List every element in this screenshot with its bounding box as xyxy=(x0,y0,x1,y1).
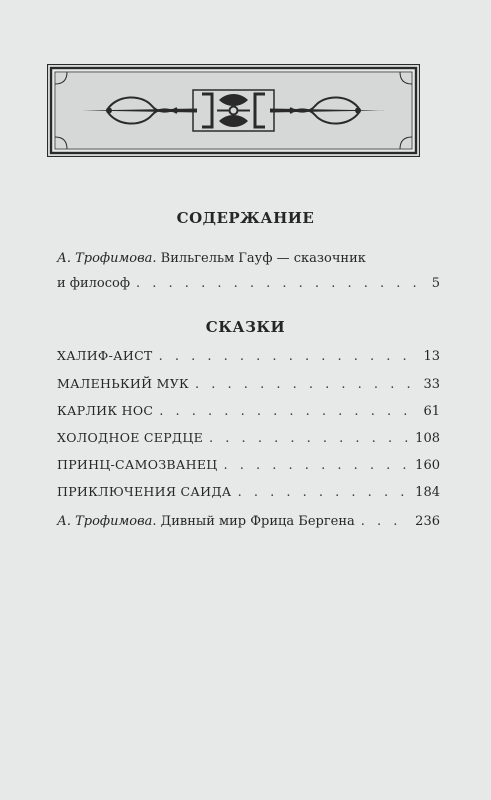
entry-title: ПРИНЦ-САМОЗВАНЕЦ xyxy=(57,457,218,472)
ornamental-header-frame xyxy=(47,64,420,157)
dot-leader xyxy=(361,513,409,531)
page-number: 13 xyxy=(423,349,440,364)
entry-title: ПРИКЛЮЧЕНИЯ САИДА xyxy=(57,484,232,499)
entry-title: ХОЛОДНОЕ СЕРДЦЕ xyxy=(57,430,204,445)
page-number: 61 xyxy=(423,404,440,419)
intro-title-line2: и философ xyxy=(57,276,131,291)
afterword-author: А. Трофимова. xyxy=(57,514,157,529)
toc-entry[interactable] xyxy=(57,483,440,501)
afterword-entry[interactable] xyxy=(57,513,440,531)
dot-leader xyxy=(209,430,409,448)
dot-leader xyxy=(223,457,409,475)
contents-heading: СОДЕРЖАНИЕ xyxy=(176,209,315,227)
page-number: 184 xyxy=(415,485,440,500)
afterword-title: Дивный мир Фрица Бергена xyxy=(160,514,355,529)
intro-entry-line1[interactable] xyxy=(57,251,366,266)
intro-entry-line2[interactable] xyxy=(57,275,440,293)
dot-leader xyxy=(159,348,418,366)
afterword-title-wrap xyxy=(57,513,355,531)
toc-entry[interactable] xyxy=(57,429,440,447)
page-number: 5 xyxy=(431,276,440,291)
dot-leader xyxy=(159,403,417,421)
page-number: 160 xyxy=(415,458,440,473)
entry-title: ХАЛИФ-АИСТ xyxy=(57,348,153,363)
toc-entry[interactable] xyxy=(57,347,440,365)
intro-author: А. Трофимова. xyxy=(57,251,157,266)
page-number: 108 xyxy=(415,431,440,446)
toc-entry[interactable] xyxy=(57,402,440,420)
entry-title: КАРЛИК НОС xyxy=(57,403,154,418)
tales-heading: СКАЗКИ xyxy=(205,318,286,336)
dot-leader xyxy=(195,376,417,394)
dot-leader xyxy=(238,484,410,502)
toc-entry[interactable] xyxy=(57,375,440,393)
dot-leader xyxy=(136,275,426,293)
intro-title-line1: Вильгельм Гауф — сказочник xyxy=(160,251,366,266)
toc-entry[interactable] xyxy=(57,456,440,474)
page-number: 33 xyxy=(423,377,440,392)
entry-title: МАЛЕНЬКИЙ МУК xyxy=(57,376,190,391)
page-number: 236 xyxy=(415,514,440,529)
